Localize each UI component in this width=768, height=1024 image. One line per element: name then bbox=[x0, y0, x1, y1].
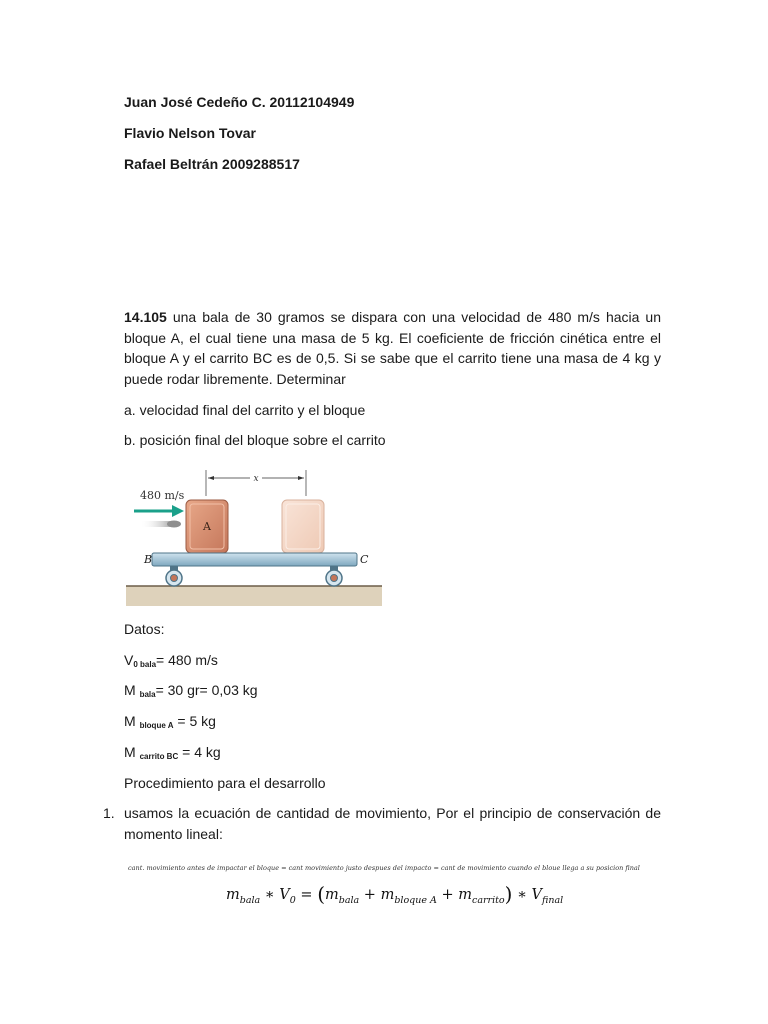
datos-m-bloque: M bloque A = 5 kg bbox=[124, 713, 216, 730]
datos-heading: Datos: bbox=[124, 621, 165, 637]
block-a-label: A bbox=[203, 520, 211, 533]
cart-diagram bbox=[126, 468, 382, 606]
cart-wheel-left bbox=[166, 566, 182, 586]
problem-number: 14.105 bbox=[124, 309, 167, 325]
cart-end-c: C bbox=[360, 553, 369, 566]
problem-figure bbox=[126, 468, 382, 606]
author-line-1: Juan José Cedeño C. 20112104949 bbox=[124, 94, 355, 110]
procedure-heading: Procedimiento para el desarrollo bbox=[124, 775, 326, 791]
step-1-text: usamos la ecuación de cantidad de movimiento, Por el principio de conservación de momento lineal: bbox=[124, 805, 661, 842]
item-b: b. posición final del bloque sobre el carrito bbox=[124, 432, 386, 448]
cart-bc bbox=[152, 553, 357, 566]
ground bbox=[126, 586, 382, 606]
distance-label: x bbox=[253, 474, 259, 484]
momentum-equation: $m_{bala}$ ∗ $V_0 = (m_{bala} + m_{bloque A} + m_{carrito})$ ∗ $V_{final}$ bbox=[226, 882, 564, 906]
author-line-2: Flavio Nelson Tovar bbox=[124, 125, 256, 141]
bullet bbox=[167, 521, 181, 528]
datos-m-bala: M bala= 30 gr= 0,03 kg bbox=[124, 682, 258, 699]
datos-v0: V0 bala= 480 m/s bbox=[124, 652, 218, 669]
momentum-caption: cant. movimiento antes de impactar el bloque = cant movimiento justo despues del impacto = cant de movimiento cuando el bloue llega a su posicion final bbox=[128, 864, 640, 872]
problem-statement bbox=[124, 307, 661, 389]
problem-text: una bala de 30 gramos se dispara con una velocidad de 480 m/s hacia un bloque A, el cual tiene una masa de 5 kg. El coeficiente de fricción cinética entre el bloque A y el carrito BC es de 0,5. Si se sabe que el carrito tiene una masa de 4 kg y puede rodar libremente. Determinar bbox=[124, 309, 661, 387]
speed-label: 480 m/s bbox=[140, 489, 185, 502]
datos-m-carrito: M carrito BC = 4 kg bbox=[124, 744, 221, 761]
item-a: a. velocidad final del carrito y el bloque bbox=[124, 402, 366, 418]
step-number: 1. bbox=[103, 805, 115, 821]
author-line-3: Rafael Beltrán 2009288517 bbox=[124, 156, 300, 172]
cart-end-b: B bbox=[144, 553, 153, 566]
cart-wheel-right bbox=[326, 566, 342, 586]
block-a-final-position bbox=[282, 500, 324, 553]
